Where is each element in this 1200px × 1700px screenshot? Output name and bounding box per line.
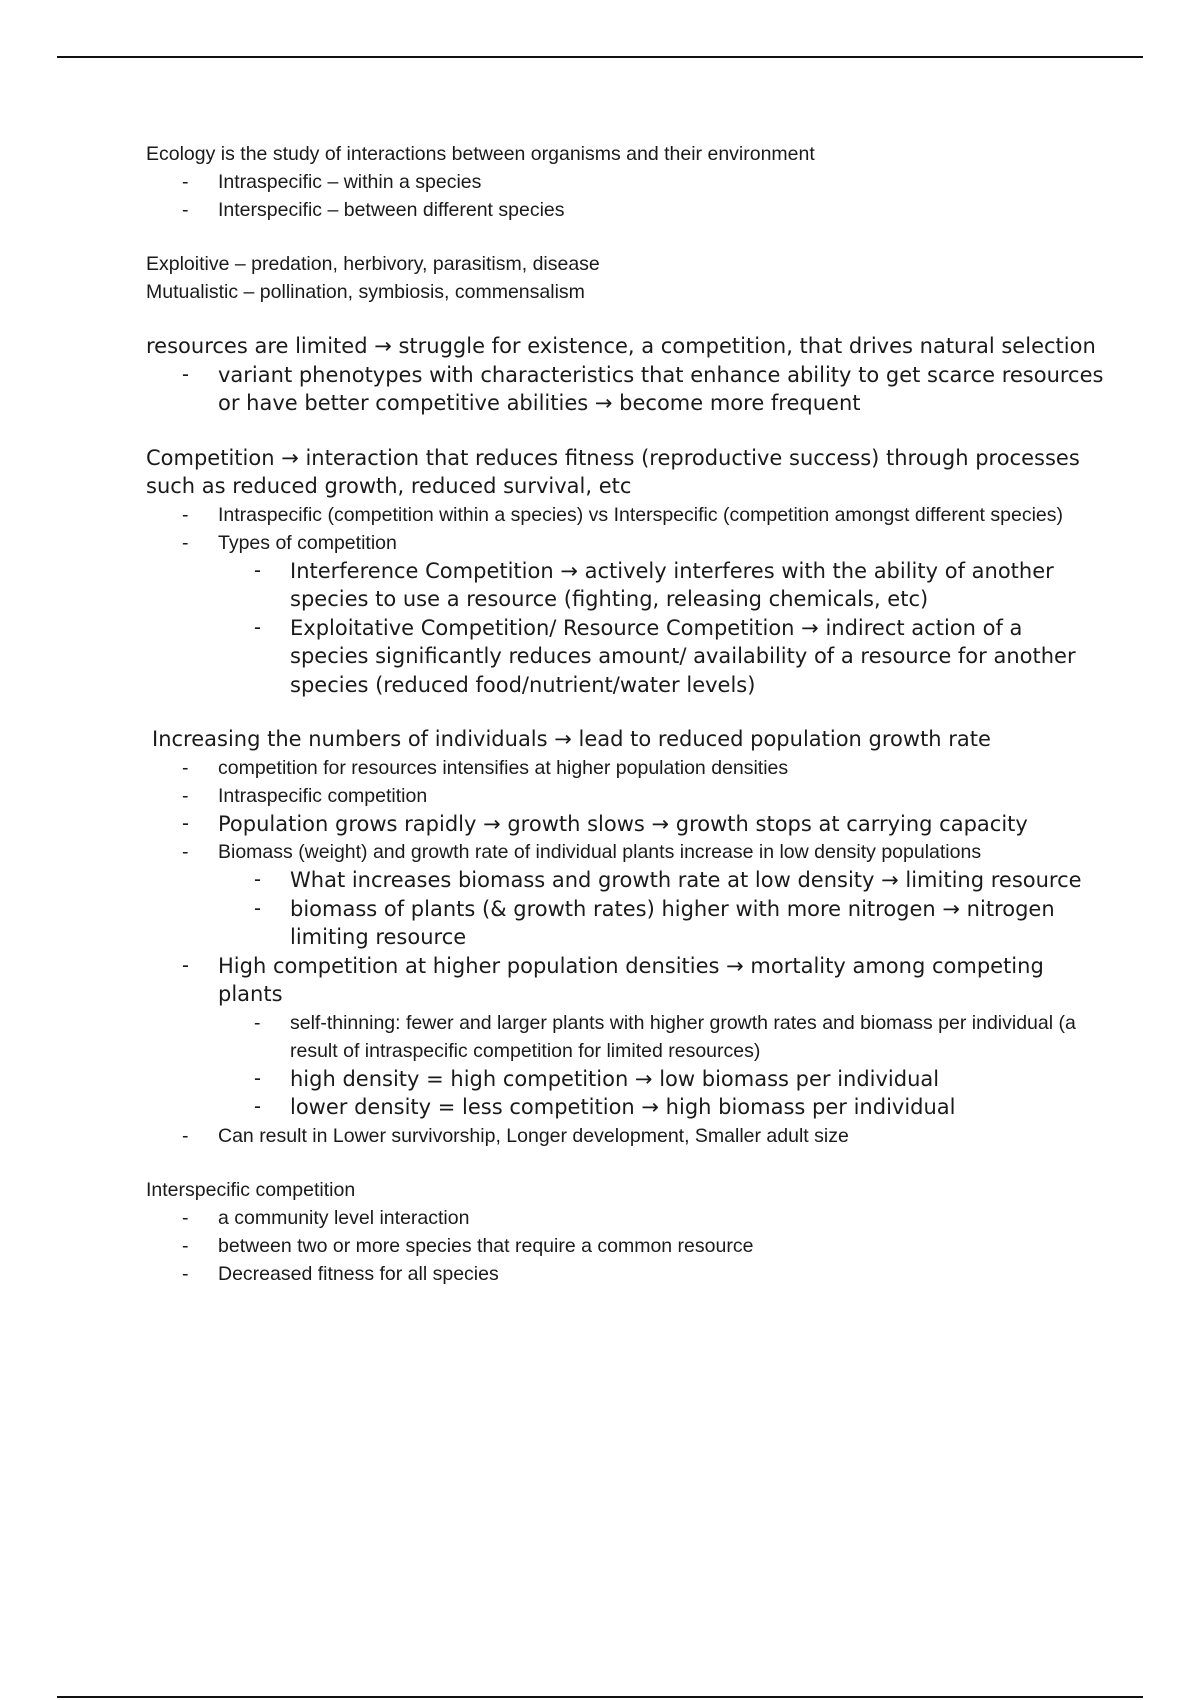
list-item: - Intraspecific competition bbox=[146, 782, 1106, 810]
list-item: - variant phenotypes with characteristics that enhance ability to get scarce resources or have better competitive abilities → become more frequent bbox=[182, 362, 1104, 415]
interspecific-list bbox=[146, 1204, 1106, 1288]
mutualistic-line: Mutualistic – pollination, symbiosis, commensalism bbox=[146, 281, 585, 303]
section-density bbox=[146, 725, 1106, 1150]
bullet-dash: - bbox=[182, 199, 189, 221]
list-item: - Types of competition bbox=[146, 529, 1106, 557]
list-item: - between two or more species that require a common resource bbox=[146, 1232, 1106, 1260]
bullet-dash: - bbox=[182, 811, 189, 835]
density-statement: Increasing the numbers of individuals → lead to reduced population growth rate bbox=[152, 727, 991, 751]
bullet-dash: - bbox=[182, 756, 189, 779]
list-item: - Interference Competition → actively interferes with the ability of another species to use a resource (fighting, releasing chemicals, etc) bbox=[254, 558, 1054, 611]
resources-statement: resources are limited → struggle for existence, a competition, that drives natural selection bbox=[146, 334, 1096, 358]
bullet-dash: - bbox=[182, 503, 189, 526]
bullet-dash: - bbox=[182, 171, 189, 193]
bullet-dash: - bbox=[182, 841, 189, 863]
bullet-dash: - bbox=[254, 868, 261, 891]
list-item: - What increases biomass and growth rate at low density → limiting resource bbox=[146, 866, 1106, 895]
bullet-dash: - bbox=[254, 1066, 261, 1090]
list-item: - competition for resources intensifies at higher population densities bbox=[146, 754, 1106, 782]
biomass-sublist bbox=[146, 866, 1106, 952]
bullet-dash: - bbox=[182, 531, 189, 554]
section-interspecific bbox=[146, 1176, 1106, 1288]
bullet-dash: - bbox=[182, 362, 189, 386]
list-item: - a community level interaction bbox=[146, 1204, 1106, 1232]
resources-list bbox=[146, 361, 1106, 418]
competition-definition: Competition → interaction that reduces fitness (reproductive success) through processes such as reduced growth, reduced survival, etc bbox=[146, 445, 1080, 498]
bullet-dash: - bbox=[182, 953, 189, 977]
list-item: - self-thinning: fewer and larger plants with higher growth rates and biomass per individual (a result of intraspecific competition for limited resources) bbox=[146, 1009, 1106, 1065]
ecology-definition: Ecology is the study of interactions between organisms and their environment bbox=[146, 143, 815, 165]
interspecific-heading: Interspecific competition bbox=[146, 1178, 356, 1201]
density-list-continued bbox=[146, 952, 1106, 1009]
list-item: - lower density = less competition → high biomass per individual bbox=[146, 1093, 1106, 1122]
list-item: - biomass of plants (& growth rates) higher with more nitrogen → nitrogen limiting resource bbox=[254, 896, 1055, 949]
density-list bbox=[146, 754, 1106, 867]
list-item: - Decreased fitness for all species bbox=[146, 1260, 1106, 1288]
list-item: - High competition at higher population densities → mortality among competing plants bbox=[182, 953, 1044, 1006]
list-item: - high density = high competition → low biomass per individual bbox=[146, 1065, 1106, 1094]
bullet-dash: - bbox=[254, 615, 261, 639]
exploitive-line: Exploitive – predation, herbivory, parasitism, disease bbox=[146, 253, 600, 275]
bullet-dash: - bbox=[182, 1234, 189, 1257]
list-item: - Exploitative Competition/ Resource Competition → indirect action of a species significantly reduces amount/ availability of a resource for another species (reduced food/nutrient/water levels) bbox=[254, 615, 1076, 697]
ecology-list bbox=[146, 168, 1106, 224]
bullet-dash: - bbox=[182, 1206, 189, 1229]
bullet-dash: - bbox=[254, 896, 261, 920]
top-rule bbox=[57, 56, 1143, 58]
section-ecology bbox=[146, 140, 1106, 224]
bullet-dash: - bbox=[182, 1262, 189, 1285]
list-item: - Intraspecific (competition within a species) vs Interspecific (competition amongst different species) bbox=[146, 501, 1106, 529]
bullet-dash: - bbox=[254, 558, 261, 582]
list-item: - Can result in Lower survivorship, Longer development, Smaller adult size bbox=[146, 1122, 1106, 1150]
bottom-rule bbox=[57, 1696, 1143, 1698]
list-item: - Population grows rapidly → growth slows → growth stops at carrying capacity bbox=[146, 810, 1106, 839]
document-body bbox=[146, 140, 1106, 1288]
list-item: - Biomass (weight) and growth rate of individual plants increase in low density populations bbox=[146, 838, 1106, 866]
section-competition bbox=[146, 444, 1106, 700]
bullet-dash: - bbox=[182, 784, 189, 807]
bullet-dash: - bbox=[254, 1011, 261, 1034]
bullet-dash: - bbox=[182, 1124, 189, 1147]
density-list-final bbox=[146, 1122, 1106, 1150]
list-item: - Interspecific – between different species bbox=[146, 196, 1106, 224]
section-interaction-types bbox=[146, 250, 1106, 306]
competition-types-list bbox=[146, 557, 1106, 700]
mortality-sublist bbox=[146, 1009, 1106, 1122]
list-item: - Intraspecific – within a species bbox=[146, 168, 1106, 196]
section-resources bbox=[146, 332, 1106, 418]
competition-list bbox=[146, 501, 1106, 557]
bullet-dash: - bbox=[254, 1095, 261, 1118]
